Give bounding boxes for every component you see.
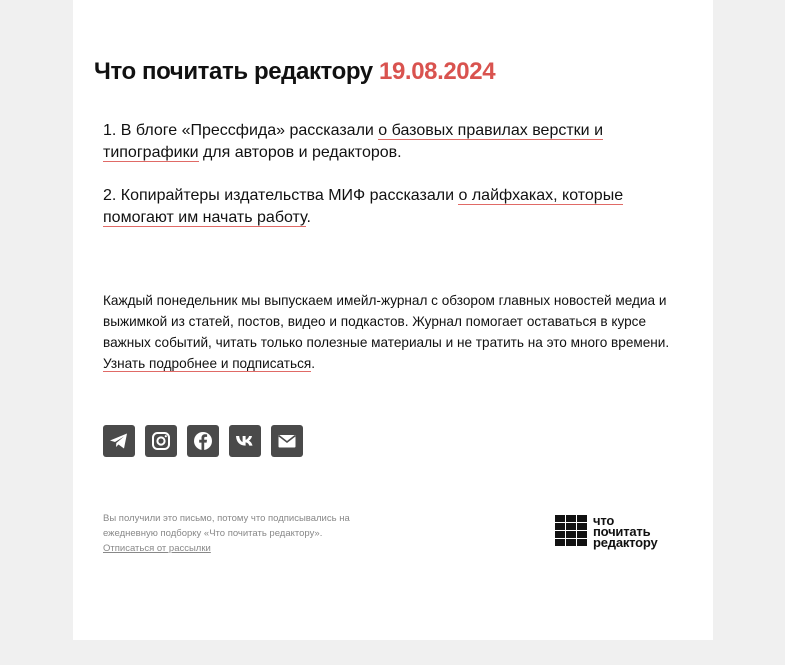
item-text: 2. Копирайтеры издательства МИФ рассказали <box>103 187 459 204</box>
title-text: Что почитать редактору <box>94 58 373 85</box>
brand-logo <box>555 515 658 548</box>
email-card <box>73 0 713 640</box>
item-text: 1. В блоге «Прессфида» рассказали <box>103 122 379 139</box>
unsubscribe-link[interactable]: Отписаться от рассылки <box>103 543 211 554</box>
page-title <box>94 58 495 86</box>
item-suffix: . <box>306 209 311 226</box>
list-item <box>103 185 663 229</box>
logo-line: что <box>593 513 615 528</box>
about-text: Каждый понедельник мы выпускаем имейл-журнал с обзором главных новостей медиа и выжимкой из статей, постов, видео и подкастов. Журнал помогает оставаться в курсе важных событий, читать только полезные материалы и не тратить на это много времени. <box>103 293 670 350</box>
issue-date: 19.08.2024 <box>379 58 496 85</box>
email-icon[interactable] <box>271 425 303 457</box>
subscribe-link[interactable]: Узнать подробнее и подписаться <box>103 356 312 371</box>
social-links <box>103 425 303 457</box>
article-link[interactable]: о базовых правилах верстки и типографики <box>103 122 603 161</box>
logo-line: почитать <box>593 524 651 539</box>
footer-text: Вы получили это письмо, потому что подписывались на ежедневную подборку «Что почитать редактору». <box>103 513 350 539</box>
list-item <box>103 120 663 164</box>
telegram-icon[interactable] <box>103 425 135 457</box>
footer-note <box>103 511 393 556</box>
logo-mark <box>555 515 587 546</box>
article-link[interactable]: о лайфхаках, которые помогают им начать работу <box>103 187 624 226</box>
item-suffix: для авторов и редакторов. <box>198 144 402 161</box>
logo-text <box>593 515 658 548</box>
facebook-icon[interactable] <box>187 425 219 457</box>
about-paragraph <box>103 290 688 374</box>
instagram-icon[interactable] <box>145 425 177 457</box>
article-list <box>103 120 663 250</box>
about-suffix: . <box>311 356 316 371</box>
logo-line: редактору <box>593 535 658 550</box>
vk-icon[interactable] <box>229 425 261 457</box>
